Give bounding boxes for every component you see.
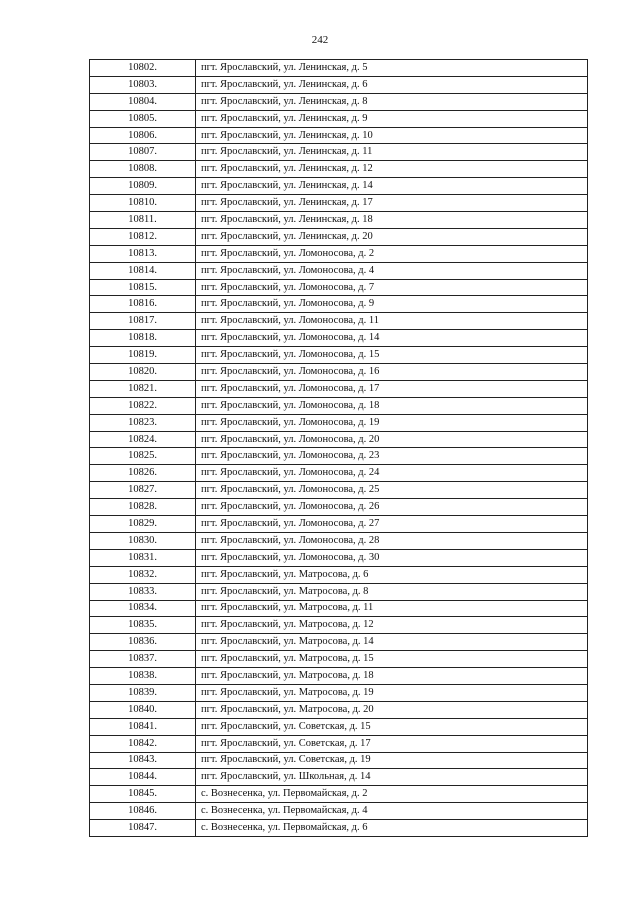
address-cell: пгт. Ярославский, ул. Ленинская, д. 17 [196, 195, 588, 212]
address-cell: пгт. Ярославский, ул. Ленинская, д. 14 [196, 178, 588, 195]
table-row [90, 330, 588, 347]
table-row [90, 347, 588, 364]
table-row [90, 566, 588, 583]
table-row [90, 634, 588, 651]
address-cell: пгт. Ярославский, ул. Ленинская, д. 12 [196, 161, 588, 178]
address-cell: пгт. Ярославский, ул. Матросова, д. 18 [196, 668, 588, 685]
table-row [90, 414, 588, 431]
table-row [90, 465, 588, 482]
table-row [90, 364, 588, 381]
row-number-cell: 10826. [90, 465, 196, 482]
row-number-cell: 10805. [90, 110, 196, 127]
row-number-cell: 10834. [90, 600, 196, 617]
address-cell: пгт. Ярославский, ул. Матросова, д. 19 [196, 684, 588, 701]
table-row [90, 617, 588, 634]
table-row [90, 93, 588, 110]
address-cell: пгт. Ярославский, ул. Советская, д. 19 [196, 752, 588, 769]
address-cell: пгт. Ярославский, ул. Ленинская, д. 8 [196, 93, 588, 110]
row-number-cell: 10845. [90, 786, 196, 803]
row-number-cell: 10807. [90, 144, 196, 161]
table-row [90, 127, 588, 144]
address-cell: пгт. Ярославский, ул. Ломоносова, д. 18 [196, 397, 588, 414]
row-number-cell: 10831. [90, 549, 196, 566]
address-cell: с. Вознесенка, ул. Первомайская, д. 2 [196, 786, 588, 803]
row-number-cell: 10846. [90, 803, 196, 820]
table-row [90, 684, 588, 701]
address-cell: пгт. Ярославский, ул. Ломоносова, д. 20 [196, 431, 588, 448]
row-number-cell: 10809. [90, 178, 196, 195]
table-row [90, 516, 588, 533]
row-number-cell: 10830. [90, 532, 196, 549]
address-cell: пгт. Ярославский, ул. Ломоносова, д. 26 [196, 499, 588, 516]
table-row [90, 380, 588, 397]
table-row [90, 718, 588, 735]
address-cell: пгт. Ярославский, ул. Ломоносова, д. 9 [196, 296, 588, 313]
row-number-cell: 10841. [90, 718, 196, 735]
table-row [90, 769, 588, 786]
row-number-cell: 10823. [90, 414, 196, 431]
row-number-cell: 10835. [90, 617, 196, 634]
table-row [90, 752, 588, 769]
table-row [90, 279, 588, 296]
address-cell: пгт. Ярославский, ул. Ломоносова, д. 30 [196, 549, 588, 566]
table-row [90, 820, 588, 837]
row-number-cell: 10825. [90, 448, 196, 465]
row-number-cell: 10842. [90, 735, 196, 752]
row-number-cell: 10816. [90, 296, 196, 313]
table-row [90, 499, 588, 516]
address-cell: пгт. Ярославский, ул. Ленинская, д. 6 [196, 76, 588, 93]
row-number-cell: 10829. [90, 516, 196, 533]
address-cell: пгт. Ярославский, ул. Ломоносова, д. 25 [196, 482, 588, 499]
address-cell: пгт. Ярославский, ул. Матросова, д. 20 [196, 701, 588, 718]
table-row [90, 195, 588, 212]
address-cell: пгт. Ярославский, ул. Ленинская, д. 9 [196, 110, 588, 127]
row-number-cell: 10824. [90, 431, 196, 448]
address-cell: пгт. Ярославский, ул. Ломоносова, д. 17 [196, 380, 588, 397]
table-row [90, 228, 588, 245]
row-number-cell: 10843. [90, 752, 196, 769]
row-number-cell: 10814. [90, 262, 196, 279]
table-row [90, 583, 588, 600]
address-cell: пгт. Ярославский, ул. Ломоносова, д. 14 [196, 330, 588, 347]
address-cell: пгт. Ярославский, ул. Матросова, д. 8 [196, 583, 588, 600]
address-cell: пгт. Ярославский, ул. Ленинская, д. 18 [196, 212, 588, 229]
address-cell: пгт. Ярославский, ул. Ленинская, д. 10 [196, 127, 588, 144]
address-cell: пгт. Ярославский, ул. Матросова, д. 12 [196, 617, 588, 634]
row-number-cell: 10817. [90, 313, 196, 330]
address-table-body [90, 60, 588, 837]
table-row [90, 144, 588, 161]
address-cell: пгт. Ярославский, ул. Ломоносова, д. 4 [196, 262, 588, 279]
table-row [90, 262, 588, 279]
address-cell: пгт. Ярославский, ул. Школьная, д. 14 [196, 769, 588, 786]
row-number-cell: 10833. [90, 583, 196, 600]
address-cell: пгт. Ярославский, ул. Ломоносова, д. 16 [196, 364, 588, 381]
address-cell: с. Вознесенка, ул. Первомайская, д. 4 [196, 803, 588, 820]
row-number-cell: 10844. [90, 769, 196, 786]
address-cell: пгт. Ярославский, ул. Матросова, д. 6 [196, 566, 588, 583]
table-row [90, 431, 588, 448]
address-cell: пгт. Ярославский, ул. Ломоносова, д. 28 [196, 532, 588, 549]
row-number-cell: 10827. [90, 482, 196, 499]
table-row [90, 245, 588, 262]
address-cell: пгт. Ярославский, ул. Советская, д. 15 [196, 718, 588, 735]
row-number-cell: 10804. [90, 93, 196, 110]
table-row [90, 212, 588, 229]
row-number-cell: 10838. [90, 668, 196, 685]
address-cell: пгт. Ярославский, ул. Матросова, д. 11 [196, 600, 588, 617]
row-number-cell: 10837. [90, 651, 196, 668]
row-number-cell: 10806. [90, 127, 196, 144]
table-row [90, 448, 588, 465]
table-row [90, 110, 588, 127]
table-row [90, 786, 588, 803]
table-row [90, 313, 588, 330]
table-row [90, 549, 588, 566]
row-number-cell: 10813. [90, 245, 196, 262]
table-row [90, 76, 588, 93]
table-row [90, 803, 588, 820]
table-row [90, 600, 588, 617]
table-row [90, 161, 588, 178]
row-number-cell: 10819. [90, 347, 196, 364]
row-number-cell: 10811. [90, 212, 196, 229]
row-number-cell: 10836. [90, 634, 196, 651]
address-cell: пгт. Ярославский, ул. Ленинская, д. 5 [196, 60, 588, 77]
table-row [90, 178, 588, 195]
address-cell: пгт. Ярославский, ул. Матросова, д. 14 [196, 634, 588, 651]
row-number-cell: 10828. [90, 499, 196, 516]
address-cell: пгт. Ярославский, ул. Ломоносова, д. 27 [196, 516, 588, 533]
address-cell: с. Вознесенка, ул. Первомайская, д. 6 [196, 820, 588, 837]
table-row [90, 60, 588, 77]
address-cell: пгт. Ярославский, ул. Советская, д. 17 [196, 735, 588, 752]
address-cell: пгт. Ярославский, ул. Ленинская, д. 11 [196, 144, 588, 161]
row-number-cell: 10821. [90, 380, 196, 397]
address-cell: пгт. Ярославский, ул. Ломоносова, д. 24 [196, 465, 588, 482]
address-cell: пгт. Ярославский, ул. Ломоносова, д. 23 [196, 448, 588, 465]
address-cell: пгт. Ярославский, ул. Ломоносова, д. 7 [196, 279, 588, 296]
address-cell: пгт. Ярославский, ул. Ломоносова, д. 19 [196, 414, 588, 431]
address-cell: пгт. Ярославский, ул. Ленинская, д. 20 [196, 228, 588, 245]
row-number-cell: 10812. [90, 228, 196, 245]
table-row [90, 651, 588, 668]
page-number: 242 [311, 34, 329, 46]
address-cell: пгт. Ярославский, ул. Ломоносова, д. 11 [196, 313, 588, 330]
row-number-cell: 10832. [90, 566, 196, 583]
address-table [89, 59, 588, 837]
row-number-cell: 10802. [90, 60, 196, 77]
row-number-cell: 10820. [90, 364, 196, 381]
table-row [90, 296, 588, 313]
row-number-cell: 10808. [90, 161, 196, 178]
table-row [90, 532, 588, 549]
table-row [90, 701, 588, 718]
address-cell: пгт. Ярославский, ул. Ломоносова, д. 15 [196, 347, 588, 364]
address-cell: пгт. Ярославский, ул. Матросова, д. 15 [196, 651, 588, 668]
row-number-cell: 10839. [90, 684, 196, 701]
row-number-cell: 10803. [90, 76, 196, 93]
row-number-cell: 10815. [90, 279, 196, 296]
address-cell: пгт. Ярославский, ул. Ломоносова, д. 2 [196, 245, 588, 262]
row-number-cell: 10818. [90, 330, 196, 347]
row-number-cell: 10840. [90, 701, 196, 718]
row-number-cell: 10810. [90, 195, 196, 212]
table-row [90, 668, 588, 685]
table-row [90, 482, 588, 499]
table-row [90, 397, 588, 414]
table-row [90, 735, 588, 752]
row-number-cell: 10822. [90, 397, 196, 414]
row-number-cell: 10847. [90, 820, 196, 837]
